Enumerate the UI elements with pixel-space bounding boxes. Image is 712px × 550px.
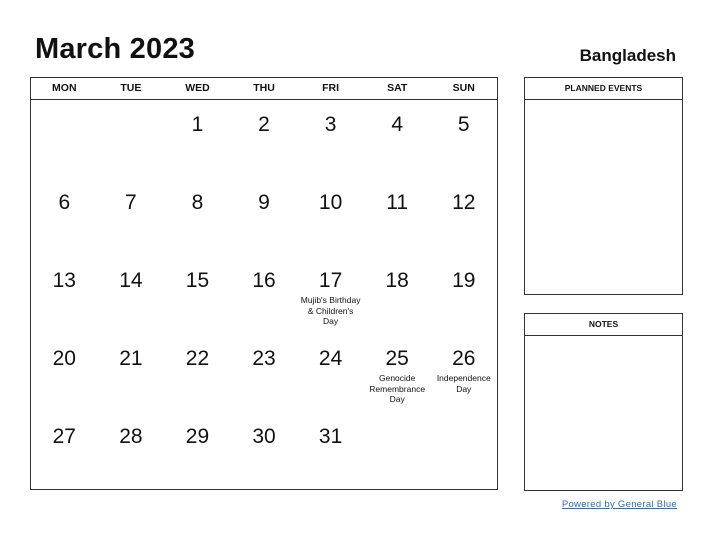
day-number: 3 — [324, 113, 337, 136]
day-cell — [297, 334, 364, 412]
weekday-fri: FRI — [322, 82, 340, 94]
day-number: 4 — [391, 113, 404, 136]
day-cell — [164, 100, 231, 178]
week-row — [31, 256, 497, 334]
day-number: 22 — [185, 347, 210, 370]
day-number: 27 — [52, 425, 76, 448]
day-cell — [98, 100, 165, 178]
day-number: 8 — [191, 191, 204, 214]
day-cell — [364, 256, 431, 334]
day-cell — [31, 100, 98, 178]
day-cell — [364, 412, 431, 490]
weekday-thu: THU — [253, 82, 275, 94]
week-row — [31, 334, 497, 412]
week-row — [31, 100, 497, 178]
day-cell — [98, 178, 165, 256]
day-number: 6 — [58, 191, 71, 214]
planned-events-header: PLANNED EVENTS — [525, 78, 682, 100]
day-cell — [164, 412, 231, 490]
day-cell — [164, 334, 231, 412]
country-label: Bangladesh — [579, 46, 676, 65]
day-cell — [430, 334, 497, 412]
day-number: 30 — [252, 425, 276, 448]
holiday-label: Mujib's Birthday & Children's Day — [300, 295, 361, 326]
calendar-weeks — [31, 100, 497, 489]
weekday-header-row — [31, 78, 497, 100]
day-number: 25 — [385, 347, 409, 370]
day-cell — [231, 100, 298, 178]
planned-events-panel — [524, 77, 683, 295]
day-cell — [430, 178, 497, 256]
page-title: March 2023 — [35, 33, 195, 65]
notes-header: NOTES — [525, 314, 682, 336]
day-cell — [430, 412, 497, 490]
day-cell — [364, 178, 431, 256]
day-number: 11 — [386, 191, 409, 214]
day-number: 1 — [191, 113, 204, 136]
day-number: 20 — [52, 347, 76, 370]
day-cell — [31, 256, 98, 334]
notes-panel — [524, 313, 683, 491]
day-cell — [297, 256, 364, 334]
day-number: 15 — [185, 269, 210, 292]
day-number: 9 — [258, 191, 270, 214]
day-number: 5 — [457, 113, 470, 136]
day-number: 13 — [52, 269, 76, 292]
day-cell — [164, 256, 231, 334]
holiday-label: Genocide Remembrance Day — [369, 373, 426, 404]
day-number: 21 — [119, 347, 143, 370]
weekday-mon: MON — [52, 82, 77, 94]
day-number: 7 — [125, 191, 137, 214]
day-cell — [98, 412, 165, 490]
day-cell — [364, 100, 431, 178]
holiday-label: Independence Day — [436, 373, 491, 394]
day-number: 16 — [252, 269, 276, 292]
day-number: 10 — [318, 191, 343, 214]
weekday-wed: WED — [185, 82, 210, 94]
weekday-sat: SAT — [387, 82, 408, 94]
day-number: 23 — [252, 347, 276, 370]
day-number: 19 — [452, 269, 476, 292]
day-cell — [231, 334, 298, 412]
day-cell — [297, 100, 364, 178]
day-cell — [31, 178, 98, 256]
powered-by-link[interactable]: Powered by General Blue — [561, 499, 677, 510]
day-cell — [98, 256, 165, 334]
day-cell — [297, 412, 364, 490]
day-cell — [98, 334, 165, 412]
day-number: 31 — [318, 425, 343, 448]
day-cell — [31, 334, 98, 412]
month-calendar-grid — [30, 77, 498, 490]
day-number: 28 — [119, 425, 143, 448]
day-cell — [430, 100, 497, 178]
day-number: 29 — [185, 425, 210, 448]
day-cell — [231, 256, 298, 334]
day-cell — [231, 412, 298, 490]
weekday-tue: TUE — [120, 82, 142, 94]
day-cell — [297, 178, 364, 256]
day-cell — [364, 334, 431, 412]
day-number: 24 — [318, 347, 343, 370]
day-number: 18 — [385, 269, 409, 292]
weekday-sun: SUN — [452, 82, 475, 94]
day-cell — [31, 412, 98, 490]
day-number: 2 — [258, 113, 270, 136]
day-cell — [231, 178, 298, 256]
day-cell — [164, 178, 231, 256]
day-cell — [430, 256, 497, 334]
day-number: 17 — [318, 269, 343, 292]
week-row — [31, 412, 497, 490]
day-number: 12 — [452, 191, 476, 214]
week-row — [31, 178, 497, 256]
day-number: 14 — [119, 269, 143, 292]
day-number: 26 — [452, 347, 476, 370]
